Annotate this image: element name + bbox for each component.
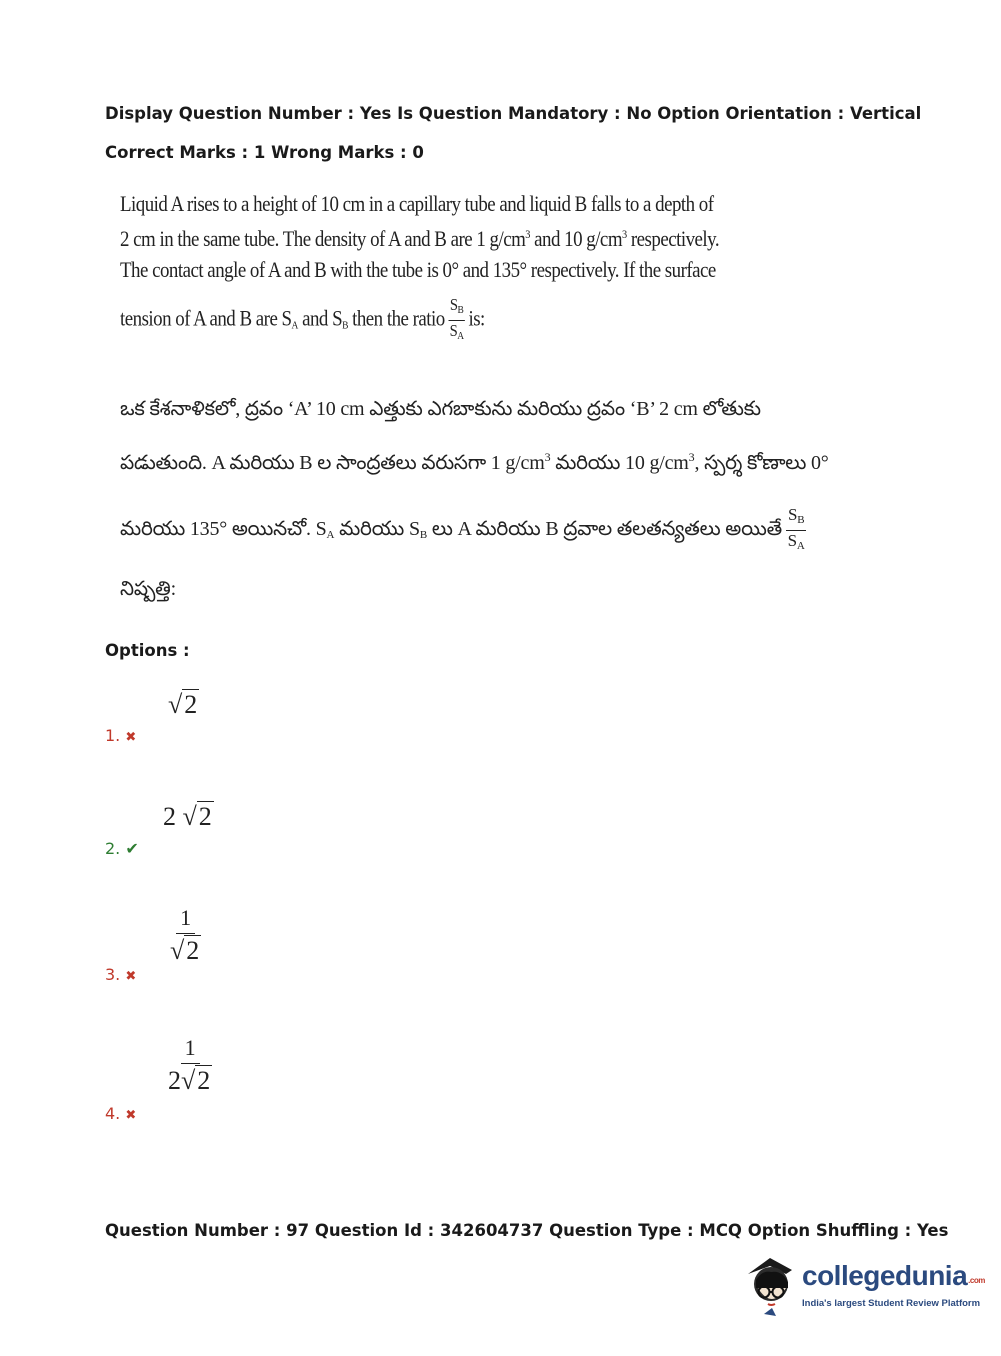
option-2-value: 2 √2 (163, 802, 212, 831)
ratio-fraction: $\frac{S_B}{S_A}$ (449, 295, 464, 342)
question-line-3: The contact angle of A and B with the tube is 0° and 135° respectively. If the surface (120, 257, 716, 282)
mascot-icon (742, 1252, 800, 1318)
question-telugu-line-2: పడుతుంది. A మరియు B ల సాంద్రతలు వరుసగా 1 $g/cm^3$ మరియు 10 $g/cm^3$, స్పర్శ కోణాలు 0° (120, 450, 829, 474)
question-settings: Display Question Number : Yes Is Question Mandatory : No Option Orientation : Vertical (105, 104, 922, 123)
question-line-1: Liquid A rises to a height of 10 cm in a capillary tube and liquid B falls to a depth of (120, 191, 714, 216)
option-4-value: $\frac{1}{2√2}$ (168, 1035, 211, 1095)
collegedunia-logo (742, 1252, 985, 1322)
option-1-value: √2 (168, 690, 198, 719)
wrong-icon: ✖ (125, 969, 137, 984)
options-label: Options : (105, 641, 190, 660)
question-telugu-line-1: ఒక కేశనాళికలో, ద్రవం ‘A’ 10 cm ఎత్తుకు ఎగబాకును మరియు ద్రవం ‘B’ 2 cm లోతుకు (120, 398, 761, 420)
wrong-icon: ✖ (125, 730, 137, 745)
option-3-value: $\frac{1}{√2}$ (170, 905, 200, 965)
option-1-number[interactable]: 1. ✖ (105, 726, 137, 745)
ratio-fraction-telugu: $\frac{S_B}{S_A}$ (787, 505, 805, 552)
question-telugu-line-3: మరియు 135° అయినచో. $S_A$ మరియు $S_B$ లు A మరియు B ద్రవాల తలతన్యతలు అయితే $\frac{S_B}{S_A}$ (120, 505, 810, 556)
option-2-number[interactable]: 2. ✔ (105, 839, 139, 858)
question-line-4: tension of A and B are $S_A$ and $S_B$ then the ratio $\frac{S_B}{S_A}$ is: (120, 295, 719, 346)
question-footer: Question Number : 97 Question Id : 342604737 Question Type : MCQ Option Shuffling : Yes (105, 1221, 949, 1240)
logo-tagline: India's largest Student Review Platform (802, 1298, 981, 1309)
question-english (120, 188, 817, 346)
logo-wordmark: collegedunia.com (802, 1260, 985, 1291)
question-line-2: 2 cm in the same tube. The density of A and B are 1 $g/cm^3$ and 10 $g/cm^3$ respectively. (120, 226, 720, 251)
question-telugu-line-4: నిష్పత్తి: (120, 578, 176, 600)
wrong-icon: ✖ (125, 1108, 137, 1123)
option-4-number[interactable]: 4. ✖ (105, 1104, 137, 1123)
check-icon: ✔ (125, 839, 139, 858)
marks-info: Correct Marks : 1 Wrong Marks : 0 (105, 143, 424, 162)
option-3-number[interactable]: 3. ✖ (105, 965, 137, 984)
